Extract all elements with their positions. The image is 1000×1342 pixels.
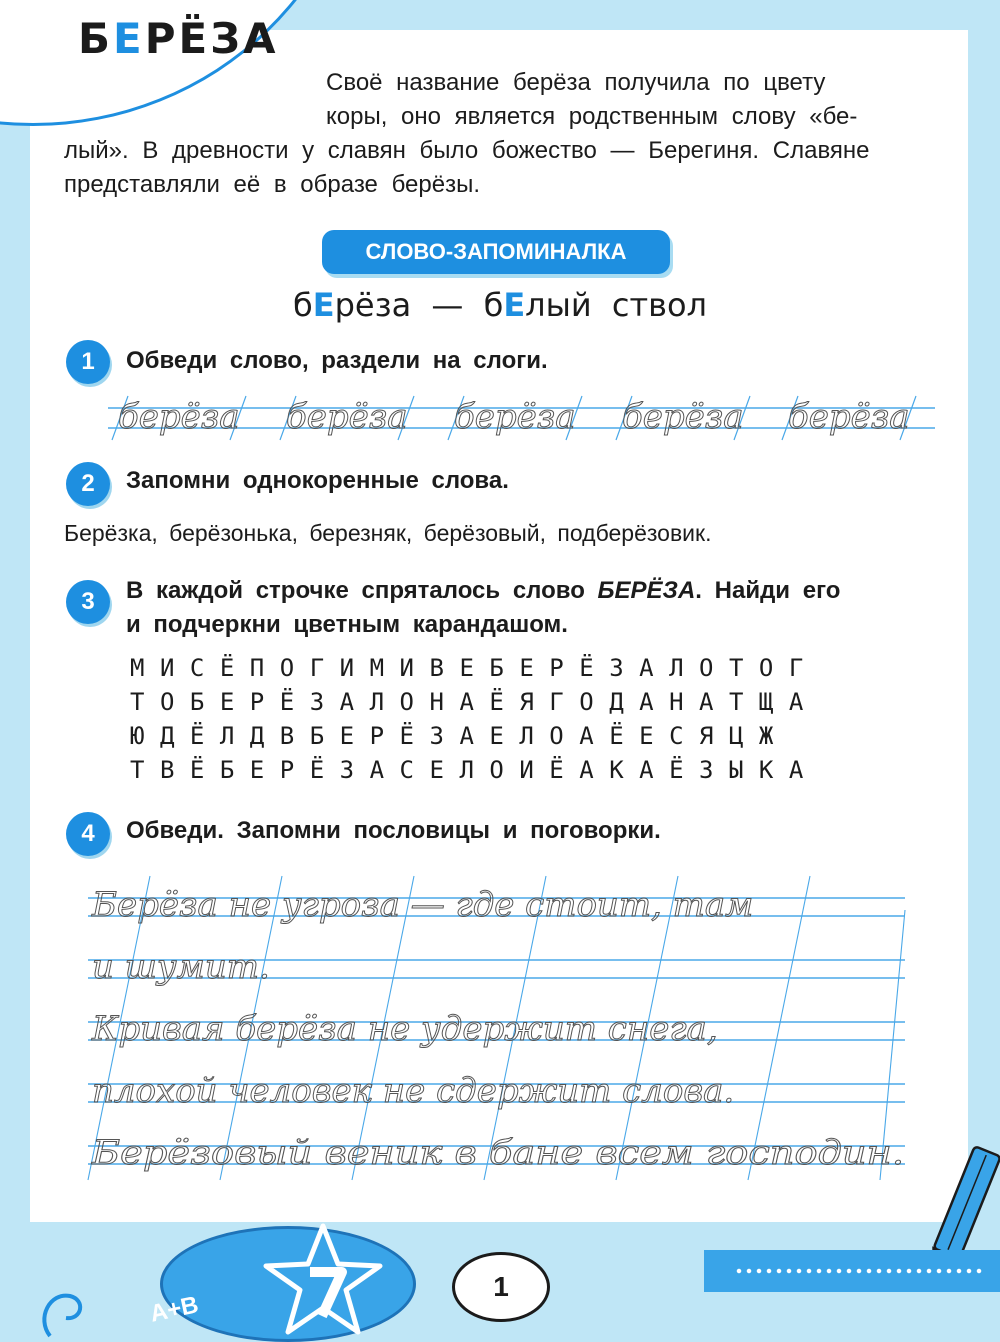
task-1-instruction: Обведи слово, раздели на слоги. (126, 347, 548, 374)
task-2-instruction: Запомни однокоренные слова. (126, 467, 509, 494)
proverb-line: и шумит. (92, 947, 270, 987)
intro-line-1: Своё название берёза получила по цвету (326, 69, 826, 96)
related-words: Берёзка, берёзонька, березняк, берёзовый, подберёзовик. (64, 520, 712, 546)
task-number-1: 1 (66, 340, 110, 384)
task-3-instruction-line-2: и подчеркни цветным карандашом. (126, 611, 568, 638)
intro-line-3: лый». В древности у славян было божество — Берегиня. Славяне (64, 137, 870, 164)
swirl-icon (30, 1278, 100, 1340)
trace-word: берёза (118, 397, 240, 437)
star-icon (258, 1220, 388, 1340)
task-3-target-word: БЕРЁЗА (597, 577, 696, 604)
task-number-4: 4 (66, 812, 110, 856)
proverb-line: Берёза не угроза — где стоит, там (92, 885, 754, 925)
letter-grid-row-3: ЮДЁЛДВБЕРЁЗАЕЛОАЁЕСЯЦЖ (130, 722, 789, 750)
letter-grid-row-1: МИСЁПОГИМИВЕБЕРЁЗАЛОТОГ (130, 654, 819, 682)
task-1-trace-area (0, 388, 1000, 448)
trace-word: берёза (286, 397, 408, 437)
letter-grid-row-4: ТВЁБЕРЁЗАСЕЛОИЁАКАЁЗЫКА (130, 756, 819, 784)
task-4-instruction: Обведи. Запомни пословицы и поговорки. (126, 817, 661, 844)
proverb-line: плохой человек не сдержит слова. (92, 1071, 735, 1111)
proverb-line: Берёзовый веник в бане всем господин. (90, 1133, 905, 1173)
task-4-trace-area (0, 870, 1000, 1190)
footer-bar (704, 1250, 1000, 1292)
intro-line-2: коры, оно является родственным слову «бе- (326, 103, 858, 130)
title-accent-letter: Е (113, 14, 145, 63)
memo-badge: СЛОВО-ЗАПОМИНАЛКА (322, 230, 670, 274)
footer-oval-label: A+B (147, 1291, 201, 1328)
proverb-line: Кривая берёза не удержит снега, (92, 1009, 718, 1049)
trace-word: берёза (788, 397, 910, 437)
footer-dots (734, 1268, 984, 1274)
letter-grid-row-2: ТОБЕРЁЗАЛОНАЁЯГОДАНАТЩА (130, 688, 819, 716)
task-number-3: 3 (66, 580, 110, 624)
page-number: 1 (452, 1252, 550, 1322)
page-title: БЕРЁЗА (78, 14, 279, 63)
task-3-instruction-line-1: В каждой строчке спряталось слово БЕРЁЗА. Найди его (126, 577, 841, 604)
task-number-2: 2 (66, 462, 110, 506)
memo-phrase: бЕрёза — бЕлый ствол (293, 286, 707, 324)
trace-word: берёза (454, 397, 576, 437)
trace-word: берёза (622, 397, 744, 437)
intro-line-4: представляли её в образе берёзы. (64, 171, 481, 198)
